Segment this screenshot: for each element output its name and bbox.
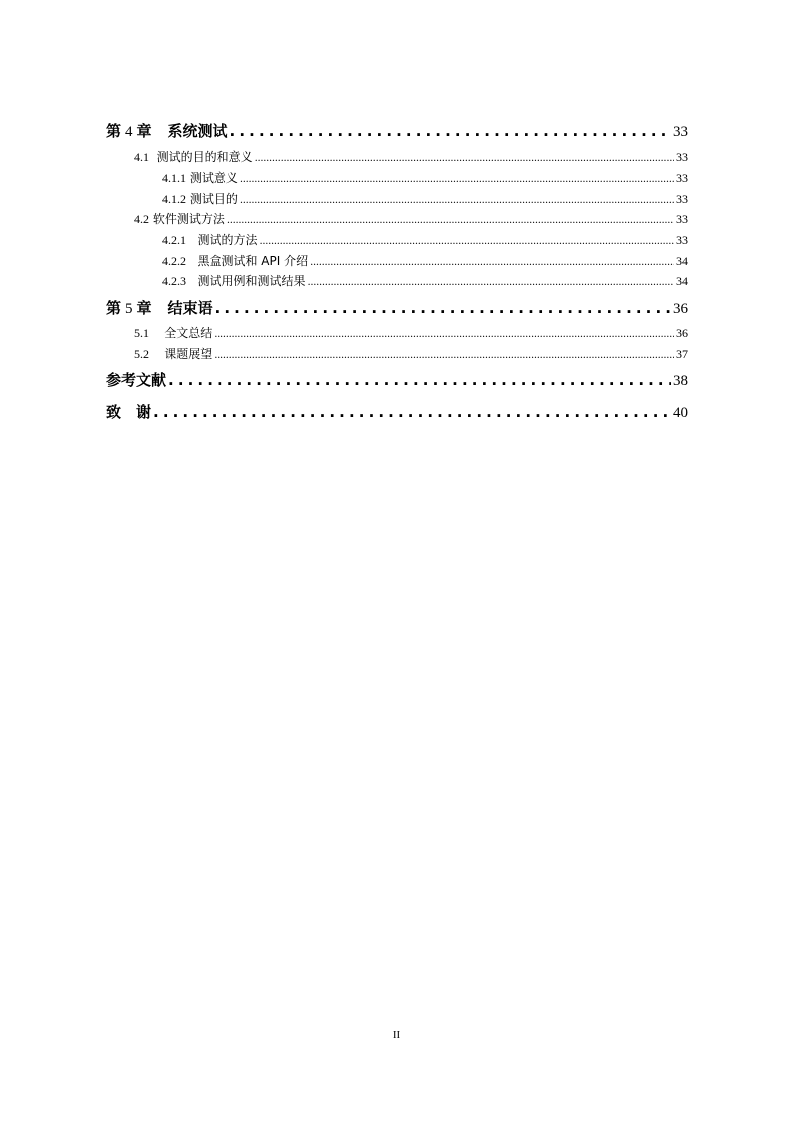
toc-section-5-1[interactable] [134, 324, 688, 340]
toc-dot-leader [259, 236, 674, 247]
toc-page-number: 36 [673, 301, 688, 317]
toc-dot-leader [214, 329, 674, 340]
toc-chapter-title: 结束语 [167, 299, 213, 317]
toc-page-number: 33 [676, 192, 688, 206]
toc-section-4-1[interactable] [134, 148, 688, 164]
toc-section-title: 测试意义 [189, 171, 238, 185]
toc-chapter-title: 参考文献 [106, 371, 167, 389]
toc-section-title: 测试的目的和意义 [156, 150, 253, 164]
toc-dot-leader [227, 215, 674, 226]
toc-section-number: 4.2 [134, 212, 149, 226]
toc-page-number: 38 [673, 373, 688, 389]
toc-chapter-5[interactable] [106, 297, 688, 317]
toc-page-number: 40 [673, 405, 688, 421]
toc-page-number: 33 [673, 124, 688, 140]
toc-section-title: 测试的方法 [197, 233, 258, 247]
page-number-footer: II [392, 1029, 401, 1041]
toc-section-number: 4.2.1 [162, 233, 186, 247]
toc-page-number: 33 [676, 150, 688, 164]
toc-dot-leader [215, 299, 671, 317]
toc-section-number: 4.1.1 [162, 171, 186, 185]
toc-page-number: 36 [676, 326, 688, 340]
toc-page-number: 37 [676, 347, 688, 361]
toc-section-number: 5.1 [134, 326, 149, 340]
toc-chapter-title: 致 谢 [106, 403, 152, 421]
toc-page-number: 33 [676, 233, 688, 247]
toc-page-number: 34 [676, 254, 688, 268]
toc-dot-leader [214, 350, 674, 361]
toc-dot-leader [230, 122, 671, 140]
toc-acknowledgements[interactable] [106, 401, 688, 421]
toc-section-title: 课题展望 [164, 347, 213, 361]
toc-subsection-4-2-2[interactable] [162, 252, 688, 268]
toc-page-number: 33 [676, 212, 688, 226]
toc-section-title: 测试目的 [189, 192, 238, 206]
toc-dot-leader [168, 371, 671, 389]
toc-chapter-label: 第 5 章 结束语 [106, 299, 213, 317]
toc-chapter-label: 第 4 章 系统测试 [106, 122, 228, 140]
toc-subsection-4-1-2[interactable] [162, 190, 688, 206]
toc-chapter-4[interactable] [106, 120, 688, 140]
toc-dot-leader [153, 403, 671, 421]
toc-page-number: 34 [676, 274, 688, 288]
toc-section-title: 全文总结 [164, 326, 213, 340]
toc-section-number: 4.1 [134, 150, 149, 164]
toc-section-number: 5.2 [134, 347, 149, 361]
toc-section-title: 软件测试方法 [152, 212, 225, 226]
toc-section-title: 黑盒测试和 API 介绍 [197, 254, 309, 268]
toc-dot-leader [240, 174, 674, 185]
toc-dot-leader [255, 153, 674, 164]
toc-page-number: 33 [676, 171, 688, 185]
toc-section-5-2[interactable] [134, 345, 688, 361]
toc-subsection-4-1-1[interactable] [162, 169, 688, 185]
toc-section-number: 4.2.2 [162, 254, 186, 268]
toc-dot-leader [240, 195, 674, 206]
toc-references[interactable] [106, 369, 688, 389]
toc-section-title: 测试用例和测试结果 [197, 274, 306, 288]
toc-section-number: 4.2.3 [162, 274, 186, 288]
toc-dot-leader [310, 257, 674, 268]
toc-dot-leader [307, 277, 674, 288]
toc-subsection-4-2-3[interactable] [162, 272, 688, 288]
toc-section-number: 4.1.2 [162, 192, 186, 206]
toc-section-4-2[interactable] [134, 210, 688, 226]
toc-chapter-title: 系统测试 [167, 122, 228, 140]
toc-subsection-4-2-1[interactable] [162, 231, 688, 247]
